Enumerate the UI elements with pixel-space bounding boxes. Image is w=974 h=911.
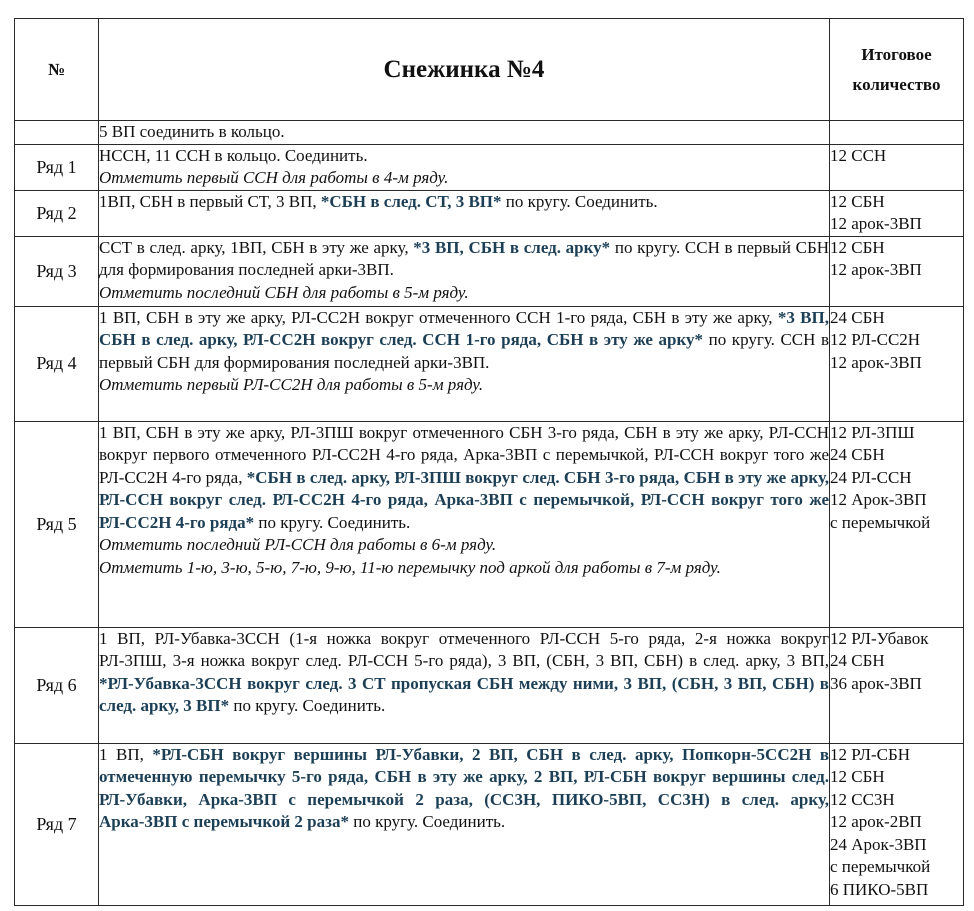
instruction-text bbox=[99, 145, 829, 168]
total-line: 24 СБН bbox=[830, 651, 885, 670]
text-segment: Отметить первый ССН для работы в 4-м ряду. bbox=[99, 168, 449, 187]
header-row bbox=[15, 19, 964, 121]
text-segment: по кругу. ССН в первый СБН для формирования последней арки-3ВП. bbox=[99, 237, 830, 279]
instruction-text bbox=[99, 422, 829, 535]
row-label: Ряд 4 bbox=[15, 306, 99, 421]
row-instructions bbox=[99, 121, 830, 145]
table-row bbox=[15, 236, 964, 306]
total-line: 24 Арок-3ВП bbox=[830, 834, 927, 854]
text-segment: 5 ВП соединить в кольцо. bbox=[99, 122, 285, 141]
row-label: Ряд 1 bbox=[15, 144, 99, 190]
total-line: с перемычкой bbox=[830, 857, 931, 876]
rows-body bbox=[15, 121, 964, 906]
table-row bbox=[15, 121, 964, 145]
total-line: 12 РЛ-СС2Н bbox=[830, 330, 921, 349]
total-line: 12 арок-2ВП bbox=[830, 812, 922, 831]
pattern-table bbox=[14, 18, 964, 906]
row-label: Ряд 3 bbox=[15, 236, 99, 306]
row-label bbox=[15, 121, 99, 145]
total-line: 24 РЛ-ССН bbox=[830, 467, 912, 487]
row-label: Ряд 7 bbox=[15, 743, 99, 905]
repeat-sequence: *СБН в след. арку, РЛ-3ПШ вокруг след. СБН 3-го ряда, СБН в эту же арку, РЛ-ССН вокруг след. РЛ-СС2Н 4-го ряда, Арка-3ВП с перемычкой, РЛ-ССН вокруг того же РЛ-СС2Н 4-го ряда* bbox=[99, 467, 829, 532]
instruction-note bbox=[99, 374, 829, 397]
repeat-sequence: *3 ВП, СБН в след. арку* bbox=[413, 237, 611, 257]
total-line: 12 РЛ-Убавок bbox=[830, 628, 929, 648]
row-instructions bbox=[99, 627, 830, 743]
row-totals bbox=[830, 144, 964, 190]
table-row bbox=[15, 421, 964, 627]
text-segment: ССТ в след. арку, 1ВП, СБН в эту же арку, bbox=[99, 237, 414, 257]
row-instructions bbox=[99, 190, 830, 236]
row-totals bbox=[830, 627, 964, 743]
row-instructions bbox=[99, 236, 830, 306]
table-row bbox=[15, 190, 964, 236]
instruction-note bbox=[99, 557, 829, 580]
row-totals bbox=[830, 743, 964, 905]
text-segment: Отметить последний РЛ-ССН для работы в 6-м ряду. bbox=[99, 535, 497, 554]
table-row bbox=[15, 144, 964, 190]
text-segment: по кругу. Соединить. bbox=[254, 512, 411, 532]
table-row bbox=[15, 306, 964, 421]
total-line: 12 СБН bbox=[830, 191, 885, 211]
row-totals bbox=[830, 190, 964, 236]
total-line: 12 СБН bbox=[830, 767, 885, 786]
text-segment: Отметить 1-ю, 3-ю, 5-ю, 7-ю, 9-ю, 11-ю перемычку под аркой для работы в 7-м ряду. bbox=[99, 557, 721, 577]
total-line: 12 РЛ-СБН bbox=[830, 744, 910, 764]
text-segment: 1 ВП, СБН в эту же арку, РЛ-СС2Н вокруг отмеченного ССН 1-го ряда, СБН в эту же арку, bbox=[99, 307, 778, 327]
row-totals bbox=[830, 421, 964, 627]
instruction-note bbox=[99, 534, 829, 557]
total-line: 12 арок-3ВП bbox=[830, 214, 922, 233]
total-line: с перемычкой bbox=[830, 512, 931, 532]
table-row bbox=[15, 743, 964, 905]
row-instructions bbox=[99, 421, 830, 627]
total-line: 12 Арок-3ВП bbox=[830, 490, 927, 509]
total-line: 12 арок-3ВП bbox=[830, 260, 922, 279]
row-instructions bbox=[99, 743, 830, 905]
instruction-text bbox=[99, 307, 829, 375]
repeat-sequence: *3 ВП, СБН в след. арку, РЛ-СС2Н вокруг след. ССН 1-го ряда, СБН в эту же арку* bbox=[99, 307, 829, 349]
row-label: Ряд 6 bbox=[15, 627, 99, 743]
text-segment: НССН, 11 ССН в кольцо. Соединить. bbox=[99, 145, 368, 165]
table-row bbox=[15, 627, 964, 743]
instruction-text bbox=[99, 191, 829, 214]
repeat-sequence: *РЛ-Убавка-3ССН вокруг след. 3 СТ пропуская СБН между ними, 3 ВП, (СБН, 3 ВП, СБН) в след. арку, 3 ВП* bbox=[99, 673, 829, 715]
text-segment: Отметить первый РЛ-СС2Н для работы в 5-м ряду. bbox=[99, 375, 484, 394]
text-segment: по кругу. Соединить. bbox=[501, 191, 658, 211]
instruction-text bbox=[99, 744, 829, 834]
text-segment: по кругу. Соединить. bbox=[229, 696, 386, 715]
row-instructions bbox=[99, 306, 830, 421]
number-column-header: № bbox=[15, 19, 99, 121]
repeat-sequence: *СБН в след. СТ, 3 ВП* bbox=[320, 191, 502, 211]
total-line: 24 СБН bbox=[830, 307, 885, 327]
repeat-sequence: *РЛ-СБН вокруг вершины РЛ-Убавки, 2 ВП, СБН в след. арку, Попкорн-5СС2Н в отмеченную перемычку 5-го ряда, СБН в эту же арку, 2 ВП, РЛ-СБН вокруг вершины след. РЛ-Убавки, Арка-3ВП с перемычкой 2 раза, (СС3Н, ПИКО-5ВП, СС3Н) в след. арку, Арка-3ВП с перемычкой 2 раза* bbox=[99, 744, 829, 831]
row-label: Ряд 5 bbox=[15, 421, 99, 627]
text-segment: 1ВП, СБН в первый СТ, 3 ВП, bbox=[99, 191, 321, 211]
total-line: 6 ПИКО-5ВП bbox=[830, 879, 929, 899]
text-segment: Отметить последний СБН для работы в 5-м ряду. bbox=[99, 282, 469, 302]
instruction-text bbox=[99, 237, 829, 282]
instruction-text bbox=[99, 628, 829, 718]
text-segment: 1 ВП, bbox=[99, 744, 153, 764]
row-label: Ряд 2 bbox=[15, 190, 99, 236]
text-segment: по кругу. Соединить. bbox=[348, 812, 506, 831]
total-line: 12 арок-3ВП bbox=[830, 352, 922, 372]
total-line: 12 СБН bbox=[830, 237, 885, 257]
row-totals bbox=[830, 121, 964, 145]
row-instructions bbox=[99, 144, 830, 190]
text-segment: 1 ВП, СБН в эту же арку, РЛ-3ПШ вокруг отмеченного СБН 3-го ряда, СБН в эту же арку, РЛ-ССН вокруг первого отмеченного РЛ-СС2Н 4-го ряда, Арка-3ВП с перемычкой, РЛ-ССН вокруг того же РЛ-СС2Н 4-го ряда, bbox=[99, 422, 829, 487]
instruction-note bbox=[99, 282, 829, 305]
total-line: 24 СБН bbox=[830, 445, 885, 464]
instruction-text bbox=[99, 121, 829, 144]
text-segment: 1 ВП, РЛ-Убавка-3ССН (1-я ножка вокруг отмеченного РЛ-ССН 5-го ряда, 2-я ножка вокруг РЛ-3ПШ, 3-я ножка вокруг след. РЛ-ССН 5-го ряда), 3 ВП, (СБН, 3 ВП, СБН) в след. арку, 3 ВП, bbox=[99, 628, 829, 670]
instruction-note bbox=[99, 167, 829, 190]
total-line: 12 РЛ-3ПШ bbox=[830, 422, 915, 442]
total-line: 12 СС3Н bbox=[830, 789, 895, 809]
row-totals bbox=[830, 236, 964, 306]
text-segment: по кругу. ССН в первый СБН для формирования последней арки-3ВП. bbox=[99, 330, 829, 372]
total-column-header: Итоговое количество bbox=[830, 19, 964, 121]
total-line: 36 арок-3ВП bbox=[830, 673, 922, 693]
row-totals bbox=[830, 306, 964, 421]
total-line: 12 ССН bbox=[830, 145, 887, 165]
pattern-title: Снежинка №4 bbox=[99, 19, 830, 121]
